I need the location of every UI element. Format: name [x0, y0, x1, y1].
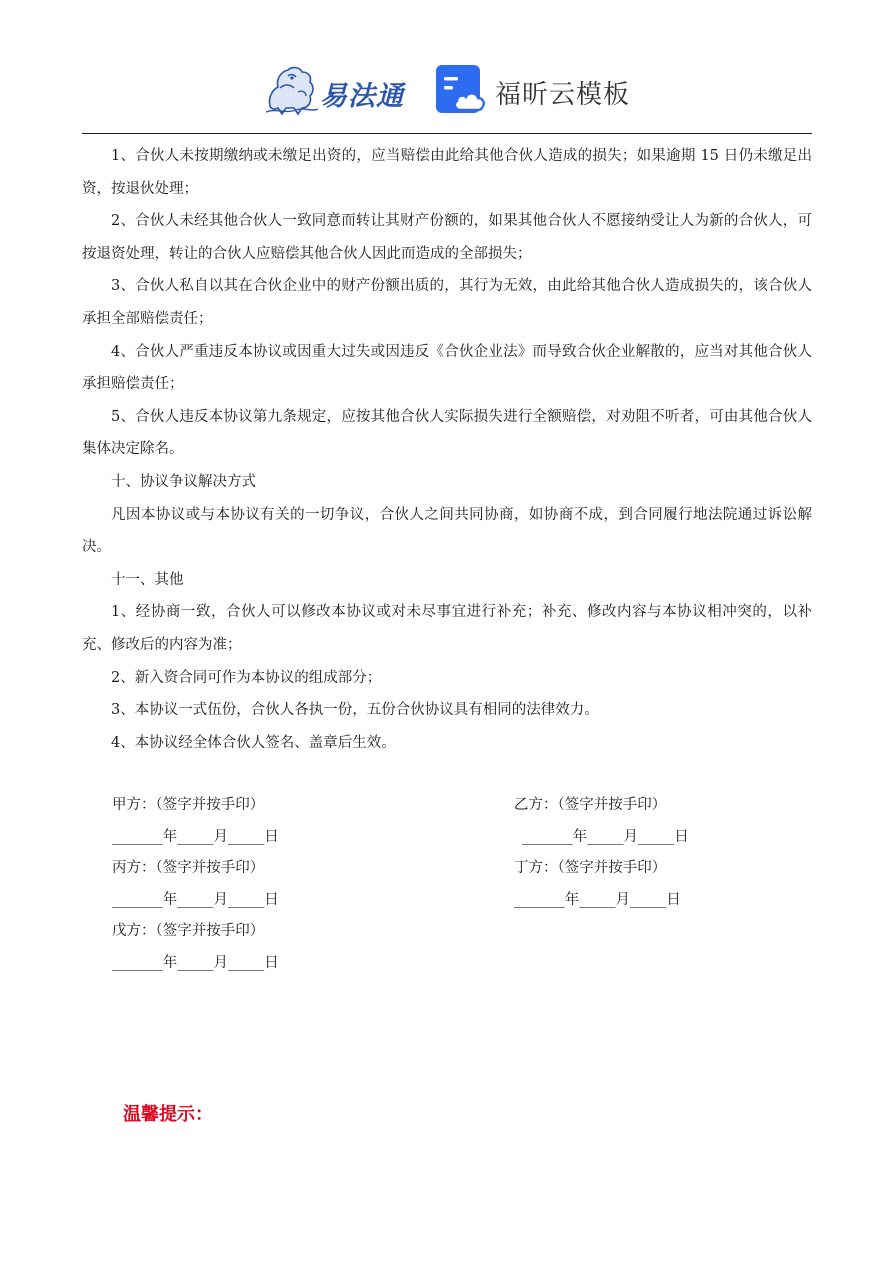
clause-paragraph: 3、本协议一式伍份，合伙人各执一份，五份合伙协议具有相同的法律效力。 [111, 702, 599, 719]
signature-date-bing: _______年_____月_____日 [112, 892, 279, 908]
cloud-document-icon [435, 64, 487, 116]
clause-paragraph: 1、经协商一致，合伙人可以修改本协议或对未尽事宜进行补充；补充、修改内容与本协议相冲突的，以补充、修改后的内容为准； [82, 604, 812, 653]
signature-date-yi: _______年_____月_____日 [522, 829, 689, 845]
clause-paragraph: 凡因本协议或与本协议有关的一切争议，合伙人之间共同协商，如协商不成，到合同履行地法院通过诉讼解决。 [82, 506, 812, 556]
section-heading: 十一、其他 [111, 571, 184, 588]
clause-paragraph: 3、合伙人私自以其在合伙企业中的财产份额出质的，其行为无效，由此给其他合伙人造成损失的，该合伙人承担全部赔偿责任； [82, 278, 812, 327]
clause-paragraph: 4、本协议经全体合伙人签名、盖章后生效。 [111, 734, 396, 751]
clause-paragraph: 4、合伙人严重违反本协议或因重大过失或因违反《合伙企业法》而导致合伙企业解散的，应当对其他合伙人承担赔偿责任； [82, 343, 812, 393]
signature-label-jia: 甲方：（签字并按手印） [112, 797, 265, 813]
fuxin-logo-text: 福昕云模板 [495, 80, 631, 110]
signature-date-ding: _______年_____月_____日 [514, 892, 681, 908]
warm-tip-heading: 温馨提示： [123, 1104, 213, 1125]
signature-label-ding: 丁方：（签字并按手印） [514, 860, 667, 876]
signature-label-bing: 丙方：（签字并按手印） [112, 860, 265, 876]
clause-paragraph: 1、合伙人未按期缴纳或未缴足出资的，应当赔偿由此给其他合伙人造成的损失；如果逾期 15 日仍未缴足出资，按退伙处理； [82, 148, 812, 197]
document-body [82, 140, 812, 759]
page-header [0, 58, 893, 120]
yifatong-logo [262, 62, 418, 118]
signature-label-yi: 乙方：（签字并按手印） [514, 797, 667, 813]
signature-date-jia: _______年_____月_____日 [112, 829, 279, 845]
yifatong-logo-text: 易法通 [320, 81, 404, 112]
clause-paragraph: 2、合伙人未经其他合伙人一致同意而转让其财产份额的，如果其他合伙人不愿接纳受让人为新的合伙人，可按退资处理，转让的合伙人应赔偿其他合伙人因此而造成的全部损失； [82, 213, 812, 262]
clause-paragraph: 2、新入资合同可作为本协议的组成部分； [111, 669, 382, 686]
kirin-emblem-icon [262, 62, 322, 118]
header-divider [82, 133, 812, 134]
clause-paragraph: 5、合伙人违反本协议第九条规定，应按其他合伙人实际损失进行全额赔偿，对劝阻不听者，可由其他合伙人集体决定除名。 [82, 408, 812, 458]
fuxin-logo [435, 64, 635, 120]
section-heading: 十、协议争议解决方式 [111, 473, 256, 490]
signature-date-wu: _______年_____月_____日 [112, 955, 279, 971]
signature-label-wu: 戊方：（签字并按手印） [112, 923, 265, 939]
